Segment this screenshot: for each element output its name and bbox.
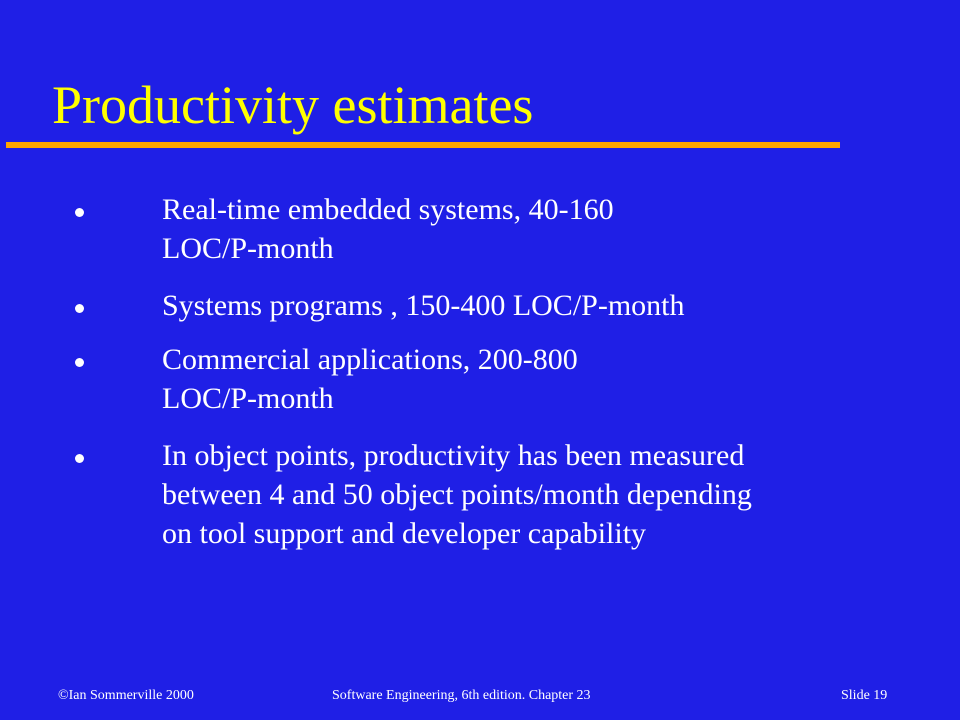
bullet-item <box>162 286 922 325</box>
bullet-item <box>162 190 922 268</box>
bullet-dot-icon <box>75 208 84 217</box>
bullet-line: Commercial applications, 200-800 <box>162 343 578 376</box>
bullet-dot-icon <box>75 358 84 367</box>
slide-title: Productivity estimates <box>52 75 534 135</box>
bullet-dot-icon <box>75 304 84 313</box>
bullet-line: Systems programs , 150-400 LOC/P-month <box>162 289 685 322</box>
bullet-line: between 4 and 50 object points/month depending <box>162 478 752 511</box>
footer-slide-number: Slide 19 <box>841 688 888 703</box>
bullet-line: In object points, productivity has been measured <box>162 439 745 472</box>
footer-book-title: Software Engineering, 6th edition. Chapter 23 <box>332 688 591 703</box>
bullet-line: Real-time embedded systems, 40-160 <box>162 193 614 226</box>
bullet-dot-icon <box>75 454 84 463</box>
bullet-item <box>162 340 922 418</box>
bullet-line: on tool support and developer capability <box>162 517 647 550</box>
bullet-line: LOC/P-month <box>162 232 334 265</box>
footer-copyright: ©Ian Sommerville 2000 <box>58 688 194 703</box>
bullet-item <box>162 436 922 553</box>
bullet-line: LOC/P-month <box>162 382 334 415</box>
